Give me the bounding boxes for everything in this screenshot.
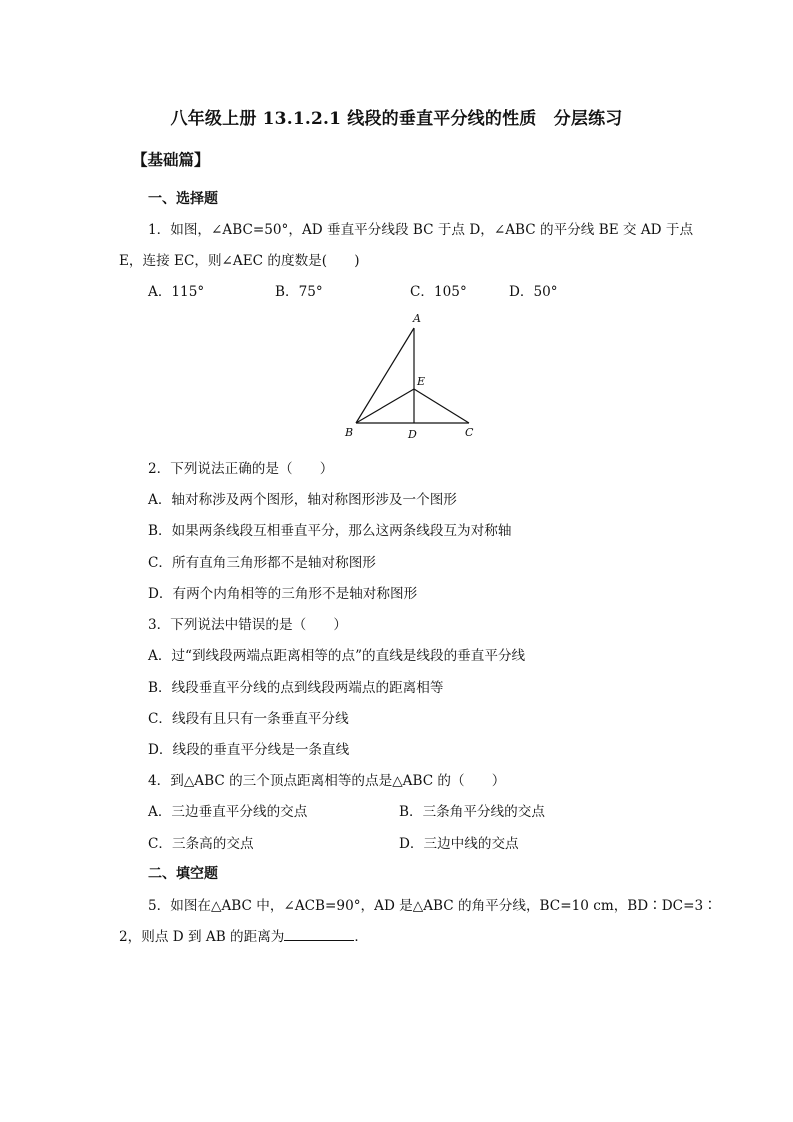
q5-stem-text: 2，则点 D 到 AB 的距离为: [119, 929, 285, 945]
q2-option-c: C．所有直角三角形都不是轴对称图形: [148, 555, 376, 571]
q3-option-d: D．线段的垂直平分线是一条直线: [148, 742, 350, 758]
q4-stem: 4．到△ABC 的三个顶点距离相等的点是△ABC 的（ ）: [148, 773, 506, 789]
q3-option-c: C．线段有且只有一条垂直平分线: [148, 711, 349, 727]
q3-option-b: B．线段垂直平分线的点到线段两端点的距离相等: [148, 680, 444, 696]
q4-option-b: B．三条角平分线的交点: [399, 804, 545, 820]
segment-be: [356, 389, 414, 423]
part-heading-choice: 一、选择题: [148, 191, 218, 207]
q1-option-a: A．115°: [148, 284, 205, 300]
part-heading-fill: 二、填空题: [148, 866, 218, 882]
page-title: 八年级上册 13.1.2.1 线段的垂直平分线的性质 分层练习: [170, 109, 623, 129]
q4-option-a: A．三边垂直平分线的交点: [148, 804, 308, 820]
q1-option-d: D．50°: [509, 284, 558, 300]
q2-option-a: A．轴对称涉及两个图形，轴对称图形涉及一个图形: [148, 492, 457, 508]
q5-answer-blank[interactable]: [284, 926, 354, 941]
q5-stem-line1: 5．如图在△ABC 中，∠ACB=90°，AD 是△ABC 的角平分线，BC=10 cm，BD∶DC=3∶: [148, 898, 717, 914]
q1-stem-line1: 1．如图，∠ABC=50°，AD 垂直平分线段 BC 于点 D，∠ABC 的平分线 BE 交 AD 于点: [148, 222, 694, 238]
segment-ec: [414, 389, 469, 423]
q4-option-c: C．三条高的交点: [148, 836, 254, 852]
q2-option-d: D．有两个内角相等的三角形不是轴对称图形: [148, 586, 418, 602]
q5-stem-period: ．: [354, 929, 368, 945]
q4-option-d: D．三边中线的交点: [399, 836, 519, 852]
q1-stem-line2: E，连接 EC，则∠AEC 的度数是( ): [119, 253, 360, 269]
q1-option-b: B．75°: [275, 284, 323, 300]
q1-triangle-figure: [335, 305, 495, 445]
q2-option-b: B．如果两条线段互相垂直平分，那么这两条线段互为对称轴: [148, 523, 512, 539]
q5-stem-line2: [119, 925, 368, 945]
q1-option-c: C．105°: [410, 284, 467, 300]
q3-stem: 3．下列说法中错误的是（ ）: [148, 617, 347, 633]
section-heading: 【基础篇】: [132, 150, 210, 169]
label-a: A: [413, 312, 421, 325]
q3-option-a: A．过“到线段两端点距离相等的点”的直线是线段的垂直平分线: [148, 648, 526, 664]
label-e: E: [417, 375, 426, 388]
label-c: C: [465, 426, 474, 439]
label-d: D: [408, 428, 417, 441]
segment-ab: [356, 328, 414, 423]
label-b: B: [345, 426, 354, 439]
q2-stem: 2．下列说法正确的是（ ）: [148, 461, 334, 477]
